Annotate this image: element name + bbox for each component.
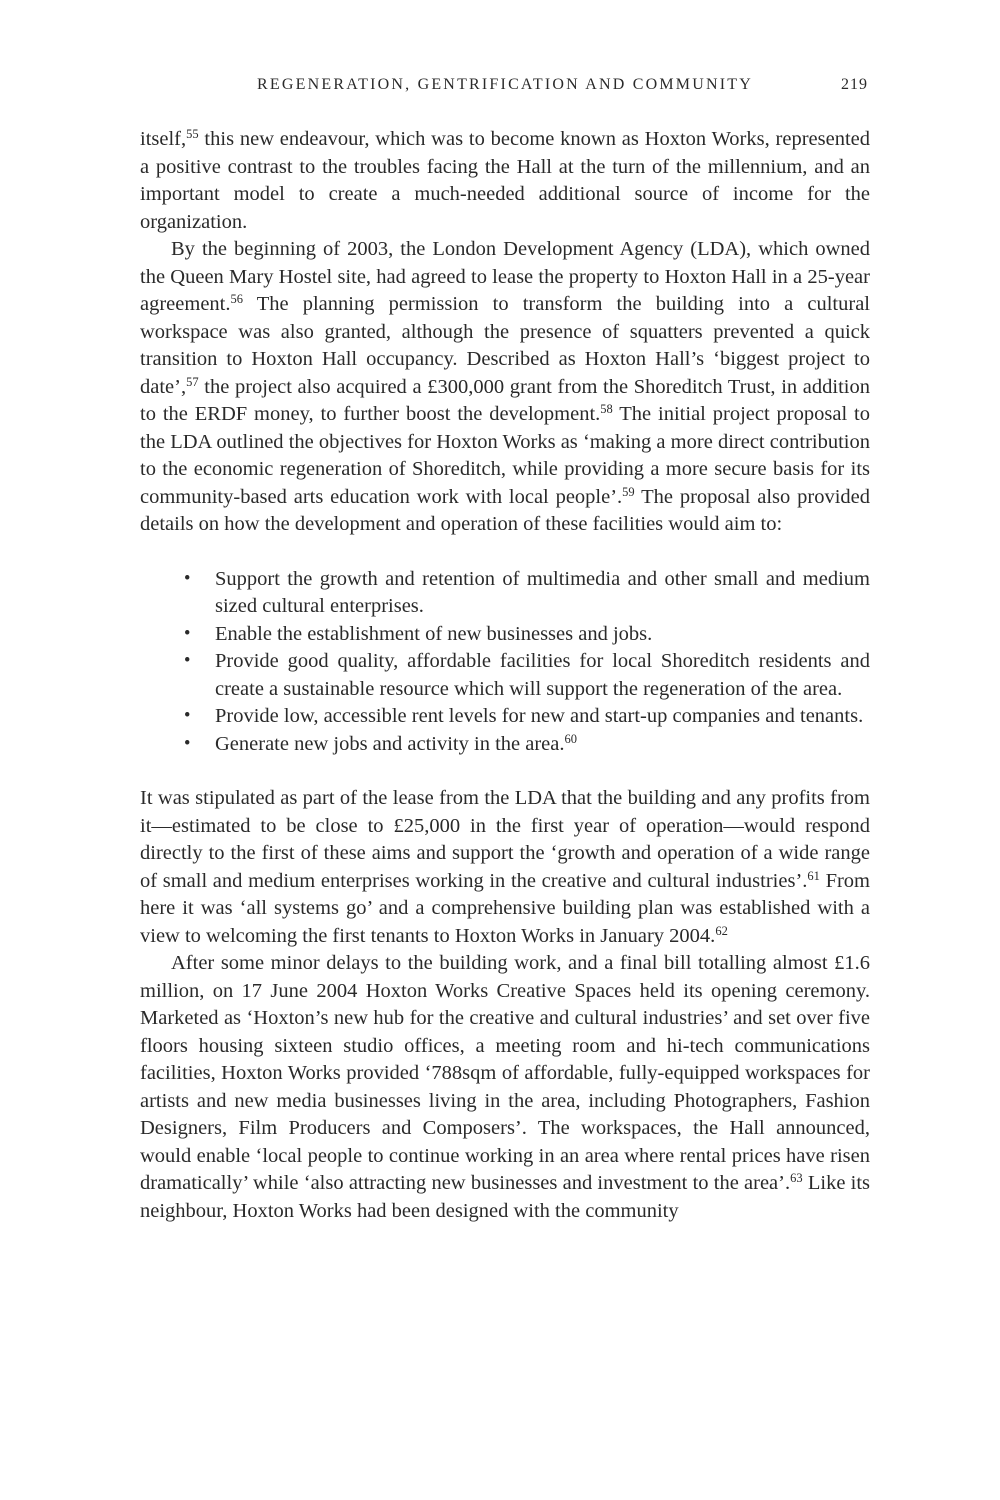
page-number: 219 — [841, 76, 868, 93]
bullet-icon: • — [184, 705, 191, 725]
footnote-marker: 58 — [600, 402, 613, 416]
bullet-icon: • — [184, 622, 191, 643]
bullet-icon: • — [184, 732, 191, 753]
list-item: • Enable the establishment of new businesses and jobs. — [215, 621, 870, 649]
footnote-marker: 62 — [715, 923, 728, 938]
bullet-icon: • — [184, 650, 191, 670]
footnote-marker: 59 — [622, 484, 635, 499]
paragraph: After some minor delays to the building work, and a final bill totalling almost £1.6 million, on 17 June 2004 Hoxton Works Creative Spaces held its opening ceremony. Marketed as ‘Hoxton’s new hub for the creative and cultural industries’ and set over five floors housing sixteen studio offices, a meeting room and hi-tech communications facilities, Hoxton Works provided ‘788sqm of affordable, fully-equipped workspaces for artists and new media businesses living in the area, including Photographers, Fashion Designers, Film Producers and Composers’. The workspaces, the Hall announced, would enable ‘local people to continue working in an area where rental prices have risen dramatically’ while ‘also attracting new businesses and investment to the area’.$^{63}$ Like its neighbour, Hoxton Works had been designed with the community — [140, 952, 871, 1222]
footnote-marker: 56 — [230, 292, 243, 306]
list-item: • Provide good quality, affordable facilities for local Shoreditch residents and create a sustainable resource which will support the regeneration of the area. — [215, 648, 870, 703]
footnote-marker: 61 — [807, 868, 820, 883]
bullet-icon: • — [184, 567, 191, 588]
list-item: • Generate new jobs and activity in the area.$^{60}$ — [215, 731, 870, 759]
list-item: • Support the growth and retention of multimedia and other small and medium sized cultural enterprises. — [215, 566, 870, 621]
footnote-marker: 57 — [186, 374, 199, 389]
running-title: REGENERATION, GENTRIFICATION AND COMMUNITY — [257, 76, 753, 93]
objectives-list — [140, 566, 870, 759]
paragraph: By the beginning of 2003, the London Development Agency (LDA), which owned the Queen Mary Hostel site, had agreed to lease the property to Hoxton Hall in a 25-year agreement.$^{56}$ The planning permission to transform the building into a cultural workspace was also granted, although the presence of squatters prevented a quick transition to Hoxton Hall occupancy. Described as Hoxton Hall’s ‘biggest project to date’,$^{57}$ the project also acquired a £300,000 grant from the Shoreditch Trust, in addition to the ERDF money, to further boost the development.$^{58}$ The initial project proposal to the LDA outlined the objectives for Hoxton Works as ‘making a more direct contribution to the economic regeneration of Shoreditch, while providing a more secure basis for its community-based arts education work with local people’.$^{59}$ The proposal also provided details on how the development and operation of these facilities would aim to: — [140, 238, 870, 535]
paragraph: itself,$^{55}$ this new endeavour, which was to become known as Hoxton Works, represented a positive contrast to the troubles facing the Hall at the turn of the millennium, and an important model to create a much-needed additional source of income for the organization. — [140, 127, 870, 233]
text-column — [140, 126, 870, 1225]
running-header — [140, 76, 870, 100]
footnote-marker: 60 — [564, 731, 577, 746]
footnote-marker: 55 — [186, 127, 199, 141]
list-item: • Provide low, accessible rent levels for new and start-up companies and tenants. — [215, 703, 870, 731]
paragraph: It was stipulated as part of the lease from the LDA that the building and any profits from it—estimated to be close to £25,000 in the first year of operation—would respond directly to the first of these aims and support the ‘growth and operation of a wide range of small and medium enterprises working in the creative and cultural industries’.$^{61}$ From here it was ‘all systems go’ and a comprehensive building plan was established with a view to welcoming the first tenants to Hoxton Works in January 2004.62 — [140, 787, 870, 947]
footnote-marker: 63 — [790, 1171, 803, 1185]
